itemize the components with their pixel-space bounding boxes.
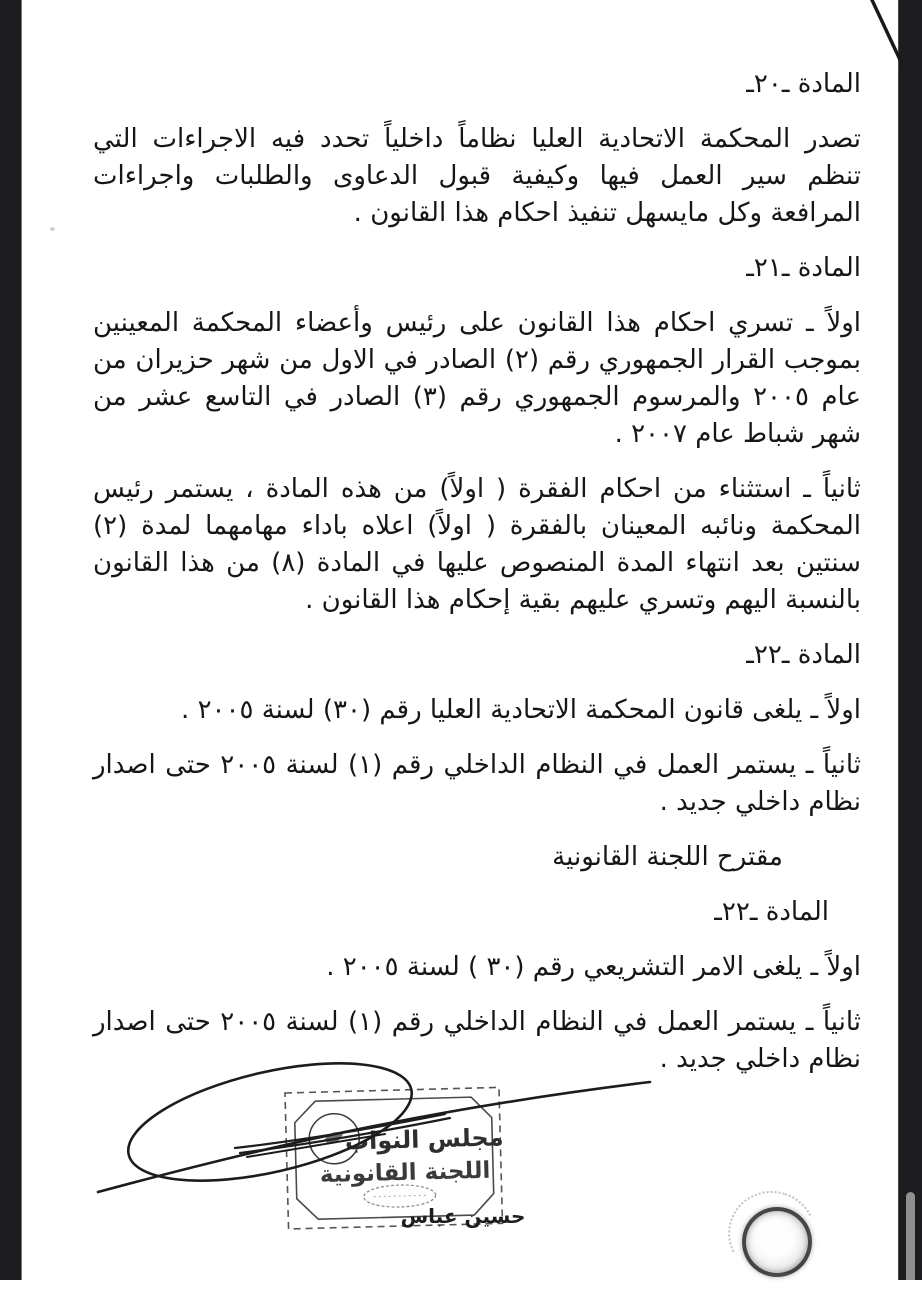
committee-proposal-heading: مقترح اللجنة القانونية [552, 842, 783, 872]
parliament-stamp [285, 1087, 506, 1229]
article-22-proposal-heading: المادة ـ٢٢ـ [714, 897, 829, 927]
stamp-committee-name: اللجنة القانونية [319, 1157, 491, 1189]
article-22-clause-second: ثانياً ـ يستمر العمل في النظام الداخلي رقم (١) لسنة ٢٠٠٥ حتى اصدار نظام داخلي جديد . [93, 750, 861, 817]
proposal-clause-first: اولاً ـ يلغى الامر التشريعي رقم (٣٠ ) لسنة ٢٠٠٥ . [326, 952, 861, 982]
stamp-inner-oval [363, 1184, 436, 1208]
article-20-heading: المادة ـ٢٠ـ [746, 69, 861, 99]
article-22-clause-first: اولاً ـ يلغى قانون المحكمة الاتحادية العليا رقم (٣٠) لسنة ٢٠٠٥ . [181, 695, 861, 725]
corner-pen-mark [855, 0, 905, 70]
scan-border-right [898, 0, 922, 1280]
article-20-body: تصدر المحكمة الاتحادية العليا نظاماً داخلياً تحدد فيه الاجراءات التي تنظم سير العمل فيها وكيفية قبول الدعاوى والطلبات واجراءات المرافعة وكل مايسهل تنفيذ احكام هذا القانون . [93, 124, 861, 228]
article-22-heading: المادة ـ٢٢ـ [746, 640, 861, 670]
scan-speck [50, 227, 55, 231]
article-21-clause-second: ثانياً ـ استثناء من احكام الفقرة ( اولاً) من هذه المادة ، يستمر رئيس المحكمة ونائبه المعينان بالفقرة ( اولاً) اعلاه باداء مهامهما لمدة (٢) سنتين بعد انتهاء المدة المنصوص عليها في المادة (٨) من هذا القانون بالنسبة اليهم وتسري عليهم بقية إحكام هذا القانون . [93, 474, 861, 615]
stamp-emblem-circle [309, 1113, 360, 1164]
stamp-emblem-bird [324, 1132, 343, 1144]
article-21-clause-first: اولاً ـ تسري احكام هذا القانون على رئيس وأعضاء المحكمة المعينين بموجب القرار الجمهوري رقم (٢) الصادر في الاول من شهر حزيران من عام ٢٠٠٥ والمرسوم الجمهوري رقم (٣) الصادر في التاسع عشر من شهر شباط عام ٢٠٠٧ . [93, 308, 862, 449]
proposal-clause-second: ثانياً ـ يستمر العمل في النظام الداخلي رقم (١) لسنة ٢٠٠٥ حتى اصدار نظام داخلي جديد . [93, 1007, 861, 1074]
article-21-heading: المادة ـ٢١ـ [746, 253, 861, 283]
scan-border-left [0, 0, 22, 1280]
round-seal [742, 1207, 812, 1277]
signer-name: حسين عباس [400, 1204, 526, 1228]
document-page [21, 0, 899, 1096]
scrollbar-thumb[interactable] [906, 1192, 915, 1280]
stamp-parliament-name: مجلس النواب [344, 1123, 504, 1156]
